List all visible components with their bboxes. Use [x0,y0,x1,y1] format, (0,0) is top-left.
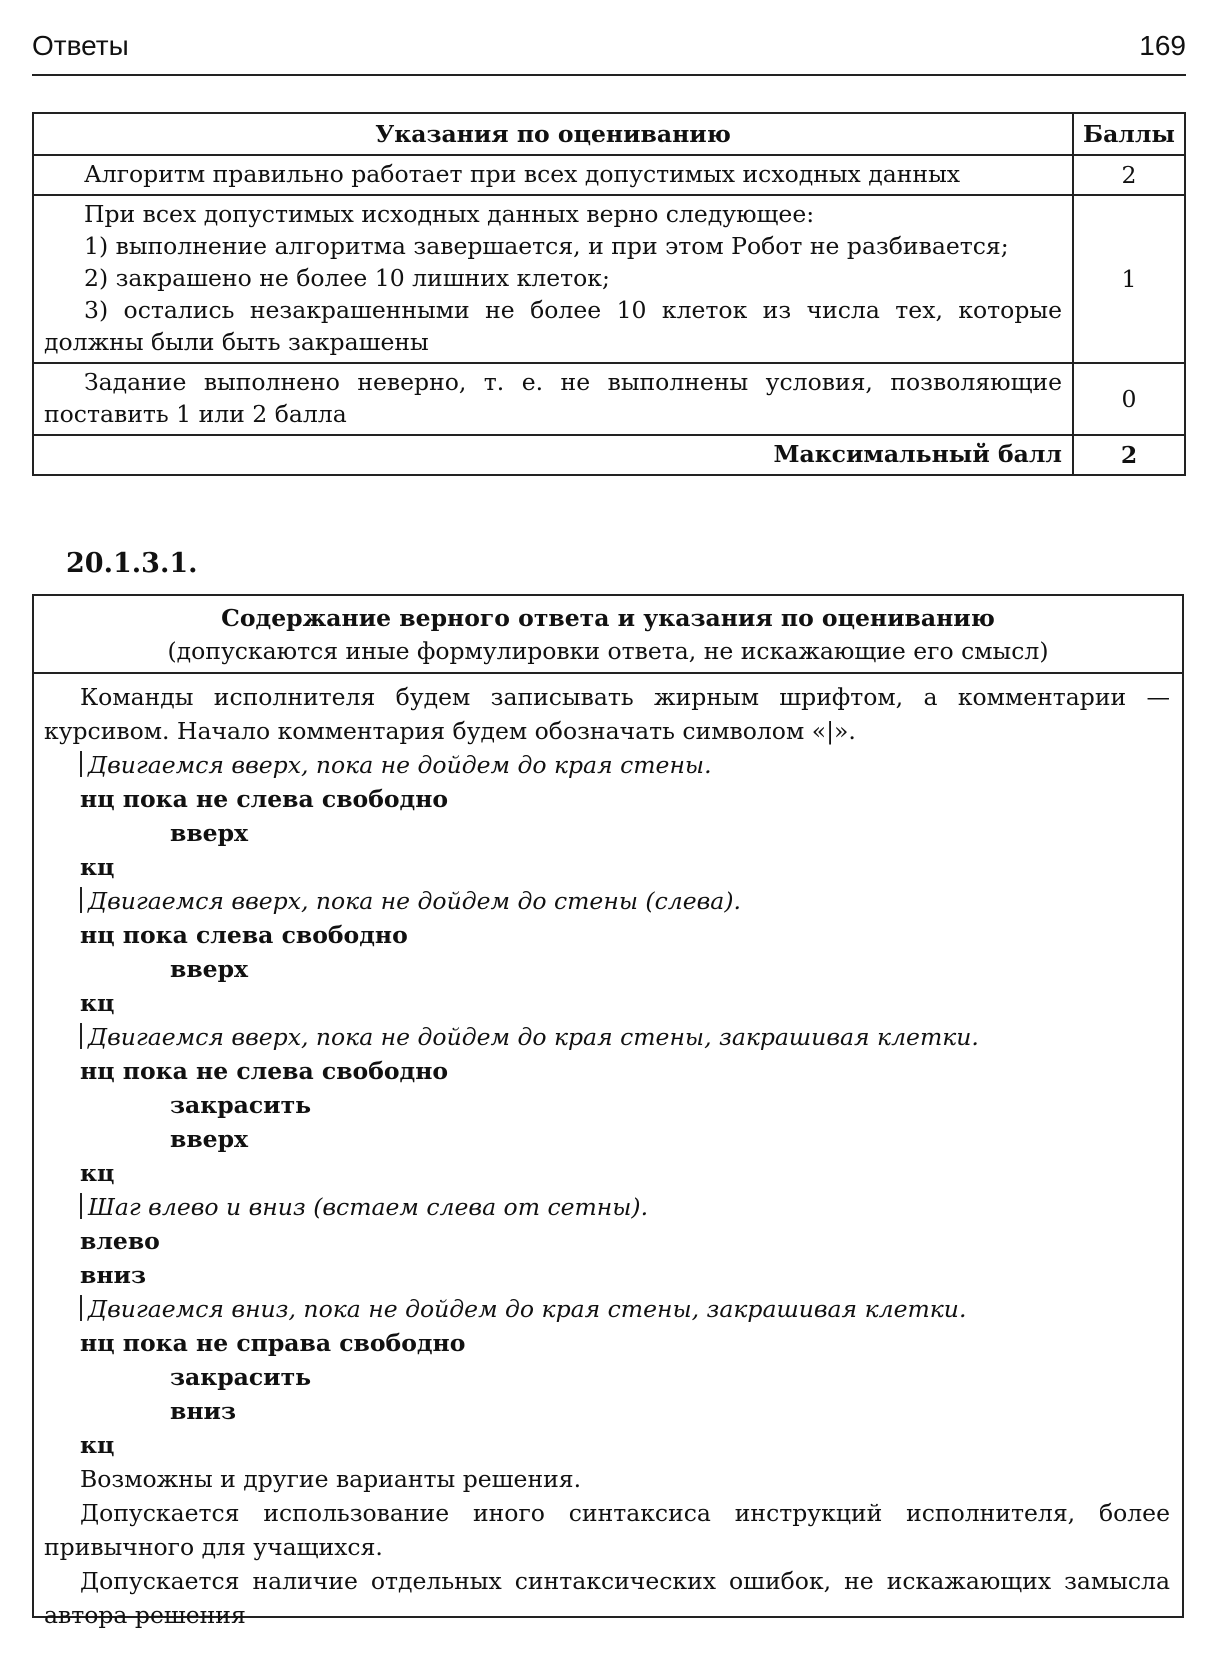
table-row [33,155,1185,195]
command-line: кц [80,1431,115,1459]
answer-header [34,596,1182,674]
table-row [33,363,1185,435]
max-score-label: Максимальный балл [33,435,1073,475]
answer-header-title: Содержание верного ответа и указания по оцениванию [221,604,995,632]
running-head-title: Ответы [32,30,129,61]
answer-box [32,594,1184,1629]
criteria-cell [33,155,1073,195]
comment-line [44,1190,1170,1224]
command-line: кц [80,1159,115,1187]
running-head [32,30,1186,76]
table-row [33,195,1185,363]
section-number: 20.1.3.1. [66,548,198,579]
criteria-text: При всех допустимых исходных данных верно следующее: [84,200,815,228]
comment-text: Шаг влево и вниз (встаем слева от сетны). [88,1193,649,1221]
points-cell: 2 [1073,155,1185,195]
criteria-text: 3) остались незакрашенными не более 10 клеток из числа тех, которые должны были быть закрашены [44,296,1062,356]
grading-table-header [33,113,1185,155]
comment-bar-icon [80,887,82,913]
comment-line [44,1020,1170,1054]
note-paragraph: Возможны и другие варианты решения. [80,1465,582,1493]
criteria-text: 1) выполнение алгоритма завершается, и при этом Робот не разбивается; [84,232,1009,260]
points-column-header: Баллы [1073,113,1185,155]
note-paragraph: Допускается использование иного синтаксиса инструкций исполнителя, более привычного для учащихся. [44,1499,1170,1561]
comment-bar-icon [80,1295,82,1321]
comment-text: Двигаемся вверх, пока не дойдем до стены (слева). [88,887,741,915]
command-line: нц пока не слева свободно [80,1057,449,1085]
command-line: вниз [170,1397,236,1425]
points-cell: 0 [1073,363,1185,435]
max-score-row [33,435,1185,475]
answer-header-note: (допускаются иные формулировки ответа, не искажающие его смысл) [167,637,1049,665]
criteria-cell [33,195,1073,363]
command-line: кц [80,853,115,881]
comment-line [44,884,1170,918]
criteria-text: 2) закрашено не более 10 лишних клеток; [84,264,610,292]
comment-bar-icon [80,1193,82,1219]
command-line: закрасить [170,1363,312,1391]
command-line: влево [80,1227,160,1255]
answer-body [34,674,1182,1632]
criteria-text: Задание выполнено неверно, т. е. не выполнены условия, позволяющие поставить 1 или 2 балла [44,368,1062,428]
command-line: нц пока слева свободно [80,921,408,949]
note-paragraph: Допускается наличие отдельных синтаксических ошибок, не искажающих замысла автора решения [44,1567,1170,1629]
command-line: закрасить [170,1091,312,1119]
comment-bar-icon [80,751,82,777]
points-cell: 1 [1073,195,1185,363]
algorithm-listing [44,748,1170,1462]
criteria-cell [33,363,1073,435]
max-score-value: 2 [1073,435,1185,475]
command-line: вверх [170,955,249,983]
command-line: кц [80,989,115,1017]
page-number: 169 [1139,30,1186,61]
comment-line [44,748,1170,782]
comment-text: Двигаемся вверх, пока не дойдем до края стены, закрашивая клетки. [88,1023,979,1051]
grading-table [32,112,1186,476]
comment-line [44,1292,1170,1326]
comment-text: Двигаемся вверх, пока не дойдем до края стены. [88,751,712,779]
criteria-text: Алгоритм правильно работает при всех допустимых исходных данных [84,160,961,188]
command-line: нц пока не слева свободно [80,785,449,813]
command-line: вверх [170,1125,249,1153]
comment-text: Двигаемся вниз, пока не дойдем до края стены, закрашивая клетки. [88,1295,967,1323]
command-line: вверх [170,819,249,847]
comment-bar-icon [80,1023,82,1049]
command-line: вниз [80,1261,146,1289]
intro-paragraph: Команды исполнителя будем записывать жирным шрифтом, а комментарии — курсивом. Начало комментария будем обозначать символом «|». [44,683,1170,745]
criteria-column-header: Указания по оцениванию [33,113,1073,155]
command-line: нц пока не справа свободно [80,1329,466,1357]
